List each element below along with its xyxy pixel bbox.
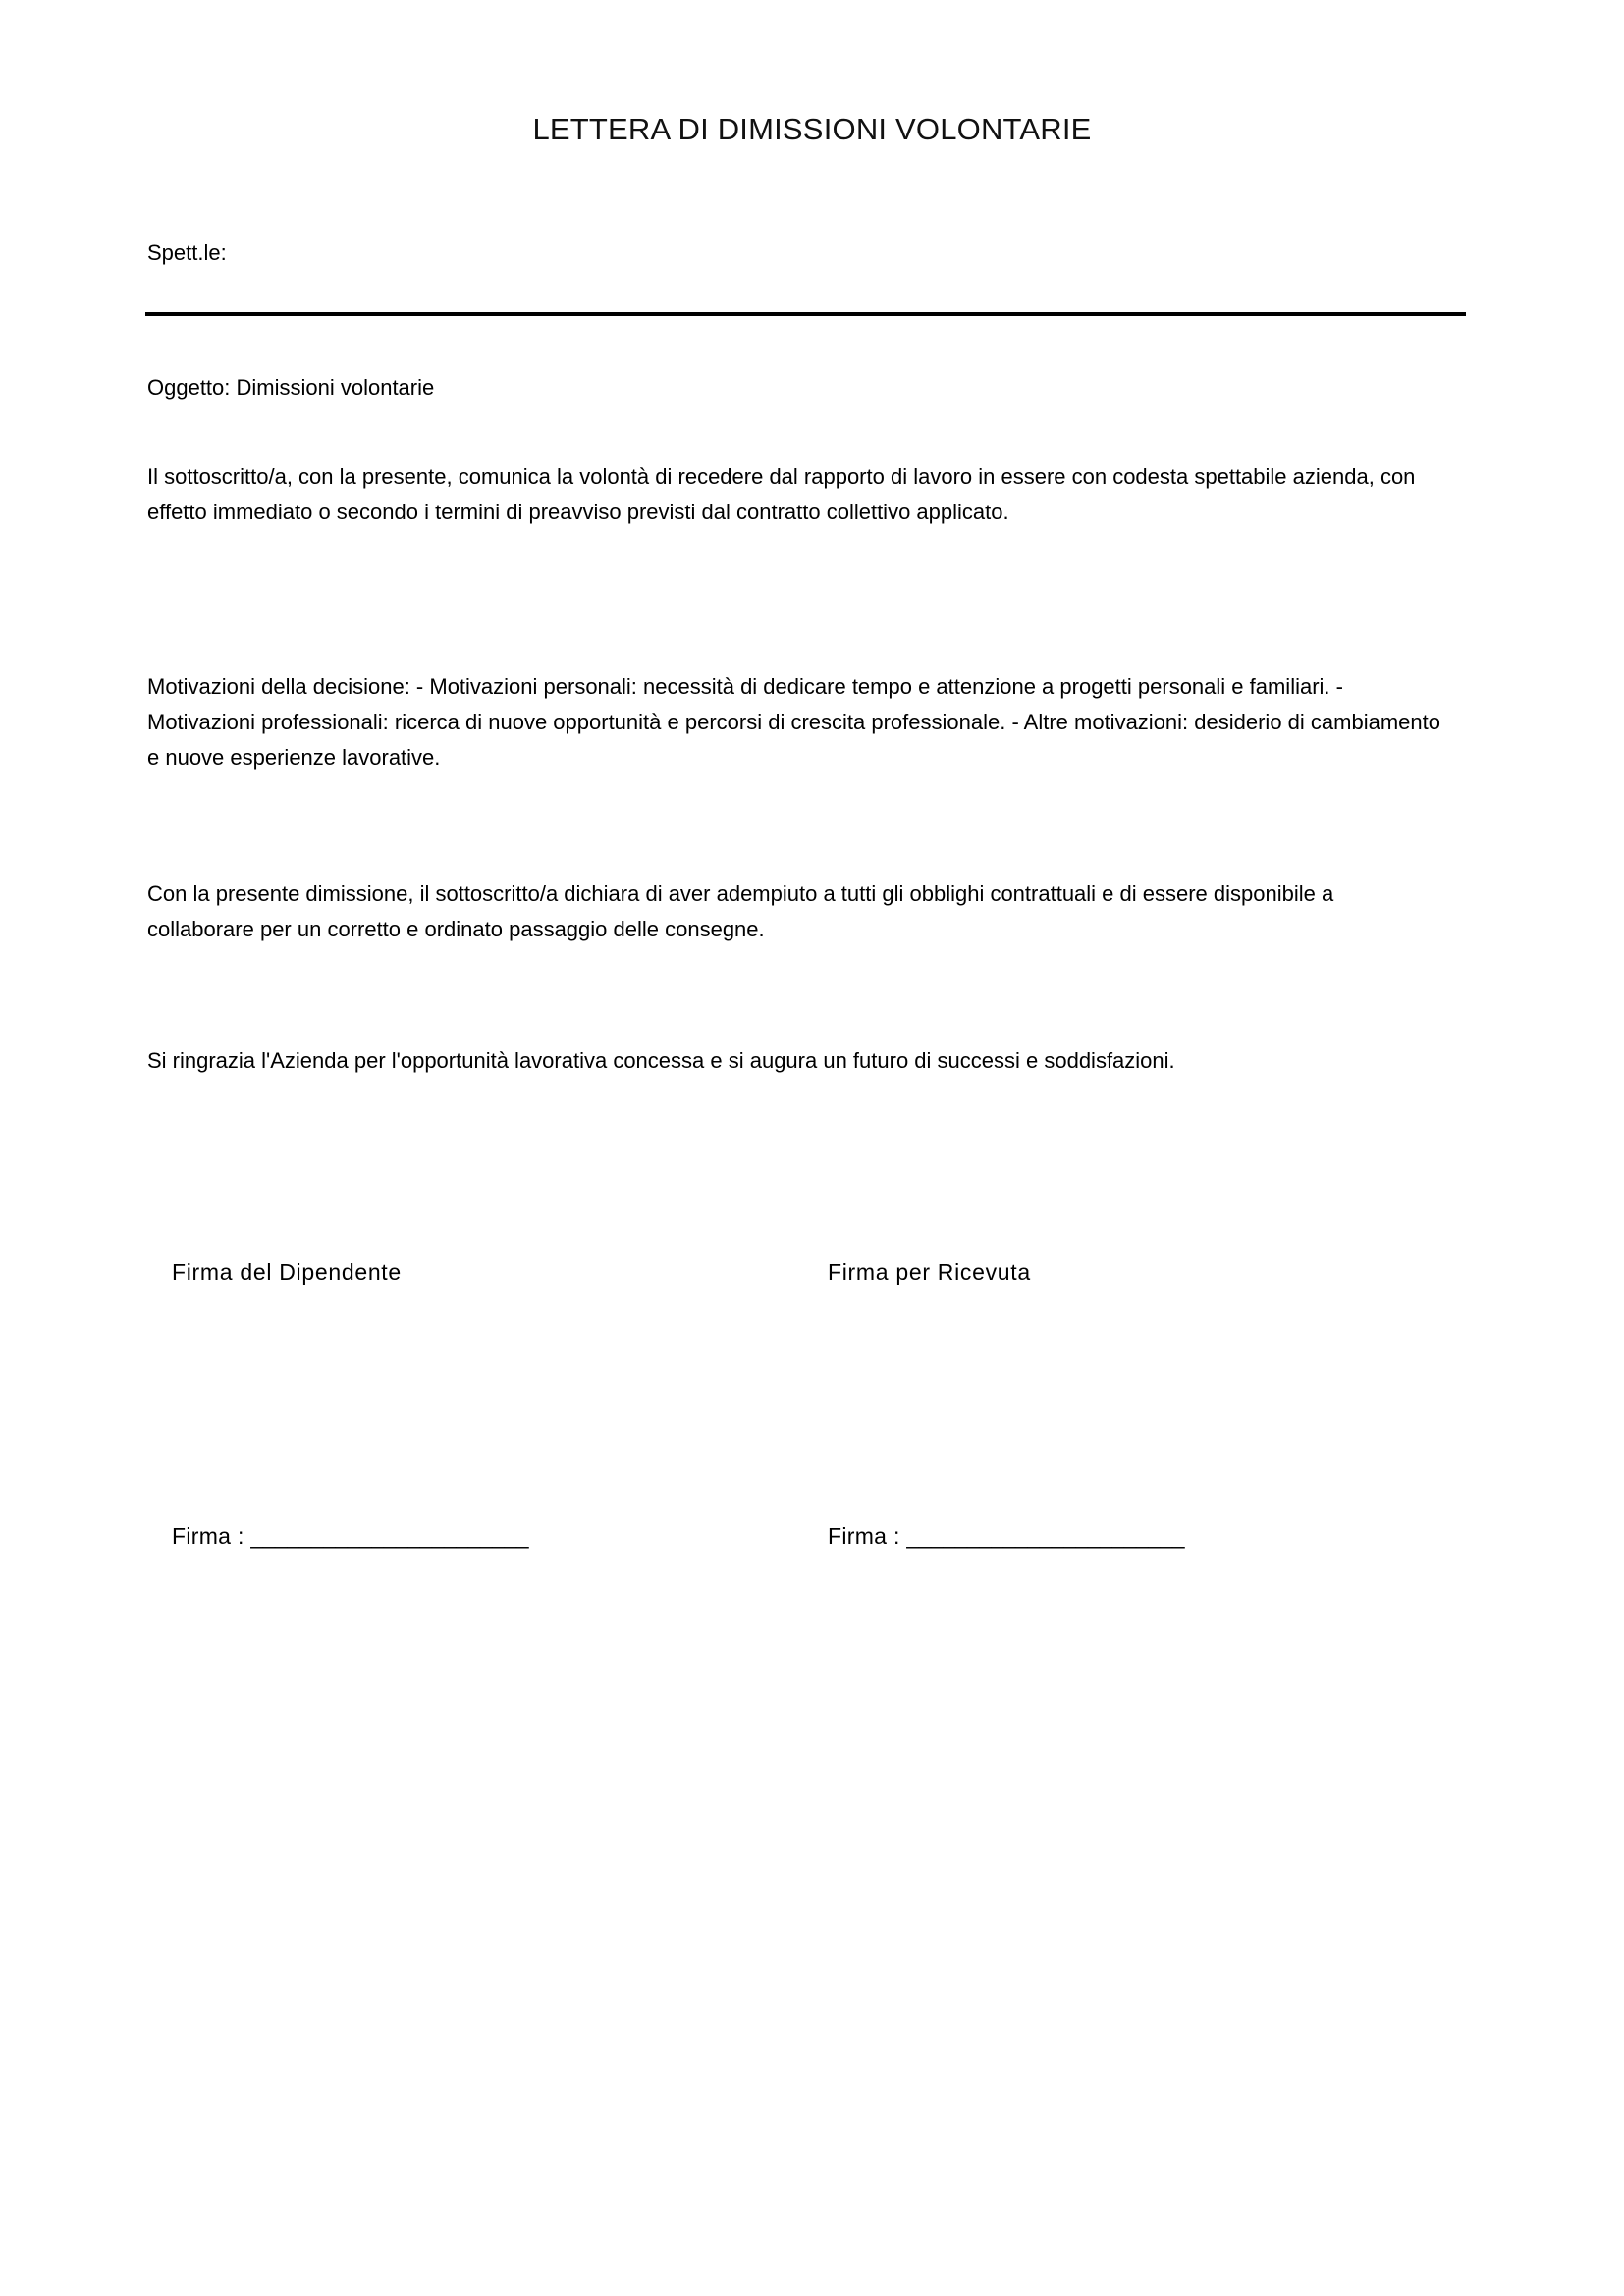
signature-heading-receipt: Firma per Ricevuta <box>828 1259 1031 1285</box>
signature-blank-employee[interactable]: _______________________ <box>250 1523 529 1549</box>
recipient-label: Spett.le: <box>147 240 227 265</box>
signature-blank-receipt[interactable]: _______________________ <box>906 1523 1185 1549</box>
body-paragraph-motivations: Motivazioni della decisione: - Motivazioni personali: necessità di dedicare tempo e attenzione a progetti personali e familiari. - Motivazioni professionali: ricerca di nuove opportunità e percorsi di crescita professionale. - Altre motivazioni: desiderio di cambiamento e nuove esperienze lavorative. <box>147 674 1440 770</box>
recipient-divider <box>145 312 1466 316</box>
signature-field-receipt[interactable] <box>828 1521 1184 1552</box>
signature-heading-employee: Firma del Dipendente <box>172 1259 402 1285</box>
body-paragraph-obligations: Con la presente dimissione, il sottoscritto/a dichiara di aver adempiuto a tutti gli obblighi contrattuali e di essere disponibile a collaborare per un corretto e ordinato passaggio delle consegne. <box>147 881 1334 941</box>
signature-field-employee[interactable] <box>172 1521 528 1552</box>
signature-field-label-receipt: Firma : <box>828 1523 907 1549</box>
body-paragraph-intent: Il sottoscritto/a, con la presente, comunica la volontà di recedere dal rapporto di lavoro in essere con codesta spettabile azienda, con effetto immediato o secondo i termini di preavviso previsti dal contratto collettivo applicato. <box>147 464 1416 524</box>
signature-column-receipt <box>828 1256 1436 1549</box>
body-paragraph-thanks: Si ringrazia l'Azienda per l'opportunità lavorativa concessa e si augura un futuro di successi e soddisfazioni. <box>147 1048 1175 1073</box>
signature-column-employee <box>172 1256 781 1549</box>
page-title: LETTERA DI DIMISSIONI VOLONTARIE <box>532 112 1092 146</box>
signature-field-label-employee: Firma : <box>172 1523 251 1549</box>
subject-line: Oggetto: Dimissioni volontarie <box>147 375 435 400</box>
signature-section <box>0 1256 1624 1580</box>
